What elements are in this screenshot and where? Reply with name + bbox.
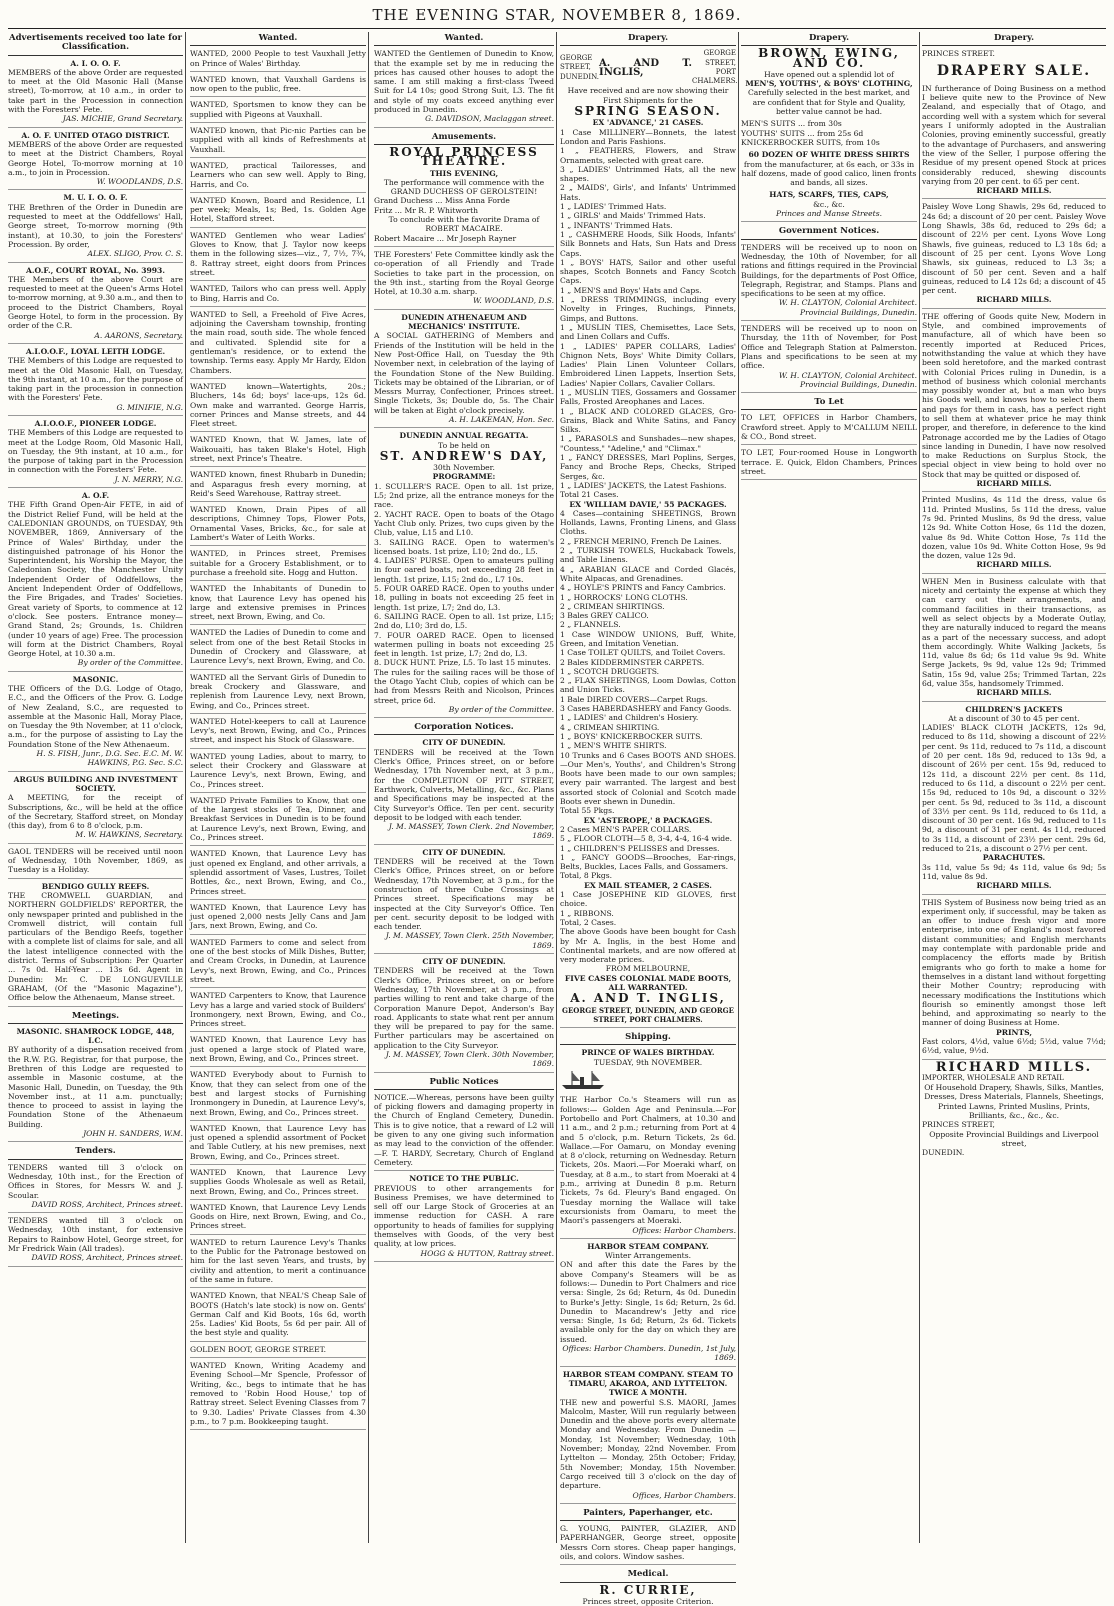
classified-ad: A.I.O.O.F., LOYAL LEITH LODGE. THE Members of this Lodge are requested to meet at the Old Masonic Hall, on Tuesday, the 9th instant, at 10 a.m., for the purpose of taking part in the procession in connection with the Foresters' Fete. G. MINIFIE, N.G. (8, 347, 183, 416)
wanted-ad: WANTED Carpenters to Know, that Laurence Levy has a large and varied stock of Builders' Ironmongery, next Brown, Ewing, and Co., Princes street. (190, 991, 366, 1032)
regatta-item: 2. YACHT RACE. Open to boats of the Otago Yacht Club only. Prizes, two cups given by the Club, value, L15 and L10. (374, 509, 554, 538)
classified-ad: A.O.F., COURT ROYAL, No. 3993. THE Members of the above Court are requested to meet at the Queen's Arms Hotel to-morrow morning, at 9.30 a.m., and then to proceed to the District Chambers, Royal George Hotel, to form in the procession. By order of the C.R. A. AARONS, Secretary. (8, 266, 183, 344)
foresters-ad: THE Foresters' Fete Committee kindly ask the co-operation of all Friendly and Trade Societies to take part in the procession, on the 9th inst., starting from the Royal George Hotel, at 10.30 a.m. sharp. W. WOODLAND, D.S. (374, 250, 554, 310)
suit-line: MEN'S SUITS ... from 30s (741, 119, 842, 129)
wanted-ad: WANTED the Gentlemen of Dunedin to Know, that the example set by me in reducing the prices has caused other houses to adopt the same. I am still making a first-class Tweed Suit for L4 10s; good Strong Suit, L3. The fit and style of my coats exceed anything ever produced in Dunedin. G. DAVIDSON, Maclaggan street. (374, 49, 554, 127)
late-ads-list (8, 59, 183, 1007)
regatta-item: 4. LADIES' PURSE. Open to amateurs pulling in four oared boats, not exceeding 28 feet in length. 1st prize, L15; 2nd do., L7 10s. (374, 556, 554, 584)
goods-line: 1 „ FANCY DRESSES, Marl Poplins, Serges, Fancy and Broche Reps, Checks, Striped Serges, &c. (560, 453, 736, 481)
goods-line: 2 „ CRIMEAN SHIRTINGS. (560, 601, 665, 611)
wanted-ad: GOLDEN BOOT, GEORGE STREET. (190, 1345, 366, 1358)
meetings-header: Meetings. (8, 1010, 183, 1024)
wanted-ad: WANTED Known, that NEAL'S Cheap Sale of BOOTS (Hatch's late stock) is now on. Gents' German Calf and Kid Boots, 16s 6d, worth 25s. Ladies' Kid Boots, 5s 6d per pair. All of the best style and quality. (190, 1291, 366, 1341)
column-3 (374, 32, 554, 1543)
sale-text: IN furtherance of Doing Business on a method I believe quite new to the Province of New Zealand, and especially that of Otago, and according well with a system which for several years I uniformly adopted in the Australian Colonies, proving eminently successful, greatly to the advantage of Purchasers, and answering the view of the Seller, I purpose offering the Residue of my present opened Stock at prices considerably reduced, shewing discounts varying from 20 per cent. to 65 per cent. RICHARD MILLS. (922, 84, 1106, 200)
goods-line: 4 „ ARABIAN GLACE and Corded Glacés, White Alpacas, and Grenadines. (560, 564, 736, 583)
goods-line: 1 „ BOYS' HATS, Sailor and other useful shapes, Scotch Bonnets and Fancy Scotch Caps. (560, 257, 736, 286)
inglis-ad: GEORGE STREET, DUNEDIN. A. AND T. INGLIS, GEORGE STREET, PORT CHALMERS. Have received and are now showing their First Shipments for the SPRING SEASON. EX 'ADVANCE,' 21 CASES. 1 Case MILLINERY—Bonnets, the latest London and Paris Fashions. 1 „ FEATHERS, Flowers, and Straw Ornaments, selected with great care. 3 „ LADIES' Untrimmed Hats, all the new shapes. 2 „ MAIDS', Girls', and Infants' Untrimmed Hats. 1 „ LADIES' Trimmed Hats. 1 „ GIRLS' and Maids' Trimmed Hats. 1 „ INFANTS' Trimmed Hats. 1 „ CASHMERE Hoods, Silk Hoods, Infants' Silk Bonnets and Hats, Sun Hats and Dress Caps. 1 „ BOYS' HATS, Sailor and other useful shapes, Scotch Bonnets and Fancy Scotch Caps. 1 „ MEN'S and Boys' Hats and Caps. 1 „ DRESS TRIMMINGS, including every Novelty in Fringes, Ruchings, Pinnets, Gimps, and Buttons. 1 „ MUSLIN TIES, Chemisettes, Lace Sets, and Linen Collars and Cuffs. 1 „ LADIES' PAPER COLLARS, Ladies' Chignon Nets, Boys' White Dimity Collars, Ladies' Plain Linen Volunteer Collars, Embroidered Linen Lappets, Insertion Sets, Ladies' Napier Collars, Cavalier Collars. 1 „ MUSLIN TIES, Gossamers and Gossamer Falls, Frosted Areophanes and Laces. 1 „ BLACK AND COLORED GLACES, Gro-Grains, Black and White Satins, and Fancy Silks. 1 „ PARASOLS and Sunshades—new shapes, "Countess," "Adeline," and "Climax." 1 „ FANCY DRESSES, Marl Poplins, Serges, Fancy and Broche Reps, Checks, Striped Serges, &c. 1 „ LADIES' JACKETS, the Latest Fashions. Total 21 Cases. EX 'WILLIAM DAVIE,' 55 PACKAGES. 4 Cases—containing SHEETINGS, Brown Hollands, Lawns, Fronting Linens, and Glass Cloths. 2 „ FRENCH MERINO, French De Laines. 2 „ TURKISH TOWELS, Huckaback Towels, and Table Linens. 4 „ ARABIAN GLACE and Corded Glacés, White Alpacas, and Grenadines. 4 „ HOYLE'S PRINTS and Fancy Cambrics. 1 „ HORROCKS' LONG CLOTHS. 2 „ CRIMEAN SHIRTINGS. 3 Bales GREY CALICO. 2 „ FLANNELS. 1 Case WINDOW UNIONS, Buff, White, Green, and Imitation Venetian. 1 Case TOILET QUILTS, and Toilet Covers. 2 Bales KIDDERMINSTER CARPETS. 1 „ SCOTCH DRUGGETS. 2 „ FLAX SHEETINGS, Loom Dowlas, Cotton and Union Ticks. 1 Bale DIRED COVERS—Carpet Rugs. 3 Cases HABERDASHERY and Fancy Goods. 1 „ LADIES' and Children's Hosiery. 4 „ CRIMEAN SHIRTING. 1 „ BOYS' KNICKERBOCKER SUITS. 1 „ MEN'S WHITE SHIRTS. 10 Trunks and 6 Cases BOOTS AND SHOES.—Our Men's, Youths', and Children's Strong Boots have been made to our own samples; every pair warranted. The largest and best assorted stock of Colonial and Scotch made Boots ever shewn in Dunedin. Total 55 Pkgs. EX 'ASTEROPE,' 8 PACKAGES. 2 Cases MEN'S PAPER COLLARS. 5 „ FLOOR CLOTH—5 8, 3-4, 4-4, 16-4 wide. 1 „ CHILDREN'S PELISSES and Dresses. 1 „ FANCY GOODS—Brooches, Ear-rings, Belts, Buckles, Laces Falls, and Gossamers. Total, 8 Pkgs. EX MAIL STEAMER, 2 CASES. 1 Case JOSEPHINE KID GLOVES, first choice. 1 „ RIBBONS. Total, 2 Cases. The above Goods have been bought for Cash by Mr A. Inglis, in the best Home and Continental markets, and are now offered at very moderate prices. FROM MELBOURNE, FIVE CASES COLONIAL MADE BOOTS, ALL WARRANTED. A. AND T. INGLIS, GEORGE STREET, DUNEDIN, AND GEORGE STREET, PORT CHALMERS. (560, 49, 736, 1028)
tenders-list (8, 1163, 183, 1267)
regatta-item: 5. FOUR OARED RACE. Open to youths under 18, pulling in boats not exceeding 25 feet in length. 1st prize, L7; 2nd do, L3. (374, 584, 554, 612)
wanted-ad: WANTED, 2000 People to test Vauxhall Jetty on Prince of Wales' Birthday. (190, 49, 366, 72)
regatta-item: 8. DUCK HUNT. Prize, L5. To last 15 minutes. (374, 658, 551, 668)
theatre-ad: ROYAL PRINCESS THEATRE. THIS EVENING, The performance will commence with the GRAND DUCHESS OF GEROLSTEIN! Grand Duchess ... Miss Anna Forde Fritz ... Mr R. P. Whitworth To conclude with the favorite Drama of ROBERT MACAIRE. Robert Macaire ... Mr Joseph Rayner (374, 148, 554, 247)
goods-line: 1 „ SCOTCH DRUGGETS. (560, 666, 660, 676)
regatta-item: 1. SCULLER'S RACE. Open to all. 1st prize, L5; 2nd prize, all the entrance moneys for the race. (374, 481, 554, 510)
goods-line: 1 Bale DIRED COVERS—Carpet Rugs. (560, 694, 708, 704)
classified-ad: A. O.F. THE Fifth Grand Open-Air FETE, in aid of the District Relief Fund, will be held at the CALEDONIAN GROUNDS, on TUESDAY, 9th NOVEMBER, 1869, Anniversary of the Prince of Wales' Birthday, under the distinguished patronage of his Honor the Superintendent, his Worship the Mayor, the Caledonian Society, the Manchester Unity Independent Order of Oddfellows, the Ancient Independent Order of Oddfellows, the Fire Brigades, and Trades' Societies. Great variety of Sports, to commence at 12 o'clock. See posters. Entrance money—Grand Stand, 2s; Grounds, 1s. Children (under 10 years of age) Free. The procession will form at the District Chambers, Royal George Hotel, at 10.30 a.m. By order of the Committee. (8, 491, 183, 672)
goods-line: 1 „ LADIES' PAPER COLLARS, Ladies' Chignon Nets, Boys' White Dimity Collars, Ladies' Plain Linen Volunteer Collars, Embroidered Linen Lappets, Insertion Sets, Ladies' Napier Collars, Cavalier Collars. (560, 341, 736, 388)
drapery-sale-title: DRAPERY SALE. (936, 62, 1092, 79)
goods-line: 2 „ TURKISH TOWELS, Huckaback Towels, and Table Linens. (560, 546, 736, 565)
goods-line: 1 „ LADIES' Trimmed Hats. (560, 202, 667, 212)
classified-ad: GAOL TENDERS will be received until noon of Wednesday, 10th November, 1869, as Tuesday is a Holiday. (8, 847, 183, 879)
wanted-ad: WANTED Private Families to Know, that one of the largest stocks of Tea, Dinner, and Breakfast Services in Dunedin is to be found at Laurence Levy's, next Brown, Ewing, and Co., Princes street. (190, 796, 366, 846)
tender-ad: TENDERS wanted till 3 o'clock on Wednesday, 10th inst., for the Erection of Offices in Stores, for Messrs W. and J. Scoular. DAVID ROSS, Architect, Princes street. (8, 1163, 183, 1213)
goods-line: 4 Cases—containing SHEETINGS, Brown Hollands, Lawns, Fronting Linens, and Glass Cloths. (560, 508, 736, 537)
wanted-ads-list (190, 49, 366, 1430)
classified-ad: BENDIGO GULLY REEFS. THE CROMWELL GUARDIAN, and NORTHERN GOLDFIELDS' REPORTER, the only newspaper printed and published in the Cromwell district, will contain full particulars of the Bendigo Reefs, together with a complete list of claims for sale, and all the latest intelligence connected with the district. Terms of Subscription: Per Quarter ... 7s 0d. Half-Year ... 13s 6d. Agent in Dunedin: Mr. C. DE LONGUEVILLE GRAHAM, (Of the "Masonic Magazine"), Office below the Athenaeum, Manse street. (8, 882, 183, 1007)
offering-text: THE offering of Goods quite New, Modern in Style, and combined improvements of manufacture, all of which have been so recently imported at Reduced Prices, notwithstanding the value at which they have been sold heretofore, and the marked contrast with Colonial Prices ruling in Dunedin, is a method of business which colonial merchants may possibly wonder at, but a man who buys his Goods well, and knows how to select them and pays for them in cash, has a perfect right to sell them at whatever price he may think proper, and therefore, in deference to the kind Patronage accorded me by the Ladies of Otago since landing in Dunedin, I have now resolved to make Reductions on Surplus Stock, the special object in view being to hold over no Stock that may be quitted or disposed of. RICHARD MILLS. (922, 312, 1106, 493)
goods-line: 1 „ BLACK AND COLORED GLACES, Gro-Grains, Black and White Satins, and Fancy Silks. (560, 406, 736, 435)
william-davie-list (560, 509, 736, 807)
when-text: WHEN Men in Business calculate with that nicety and certainty the expense at which they can carry out their arrangements, and command facilities in their transactions, as well as select objects by a Moderate Outlay, they are naturally induced to regard the means as a part of the necessary success, and adopt them accordingly. White Walking Jackets, 5s 11d, value 8s 6d; 6s 11d value 9s 9d. White Serge Jackets, 9s 9d, value 12s 9d; Trimmed Satin, 15s 9d, value 25s; Trimmed Tartan, 22s 6d, value 35s, handsomely Trimmed. RICHARD MILLS. (922, 577, 1106, 702)
goods-line: 1 „ PARASOLS and Sunshades—new shapes, "Countess," "Adeline," and "Climax." (560, 434, 736, 453)
goods-line: 1 „ MUSLIN TIES, Gossamers and Gossamer Falls, Frosted Areophanes and Laces. (560, 387, 736, 407)
richard-mills-street: PRINCES STREET, (922, 1120, 995, 1130)
goods-line: 1 „ INFANTS' Trimmed Hats. (560, 220, 673, 230)
currie-address: Princes street, opposite Criterion. (582, 1596, 714, 1606)
wanted-ad: WANTED Known, that Laurence Levy has just opened a large stock of Plated ware, next Brown, Ewing, and Co., Princes street. (190, 1035, 366, 1067)
goods-line: 1 „ MEN'S WHITE SHIRTS. (560, 741, 667, 751)
goods-line: 2 „ FLAX SHEETINGS, Loom Dowlas, Cotton and Union Ticks. (560, 676, 736, 695)
goods-line: 1 „ BOYS' KNICKERBOCKER SUITS. (560, 731, 703, 741)
shipping-header: Shipping. (560, 1031, 736, 1045)
city-notice: CITY OF DUNEDIN. TENDERS will be received at the Town Clerk's Office, Princes street, on or before Wednesday, 17th November, at 3 p.m., from parties willing to rent and take charge of the Corporation Manure Depot, Anderson's Bay road. Applicants to state what rent per annum they will be prepared to pay for the same. Further particulars may be ascertained on application to the City Surveyor. J. M. MASSEY, Town Clerk. 30th November, 1869. (374, 957, 554, 1073)
goods-line: 2 „ MAIDS', Girls', and Infants' Untrimmed Hats. (560, 183, 736, 202)
richard-mills-desc: Of Household Drapery, Shawls, Silks, Mantles, Dresses, Dress Materials, Flannels, Sheetings, Printed Lawns, Printed Muslins, Prints, Brilliants, &c., &c., &c. (924, 1083, 1104, 1121)
wanted-ad: WANTED known, finest Rhubarb in Dunedin; and Asparagus fresh every morning, at Reid's Seed Warehouse, Rattray street. (190, 470, 366, 502)
young-ad: G. YOUNG, PAINTER, GLAZIER, AND PAPERHANGER, George street, opposite Messrs Corn stores. Cheap paper hangings, oils, and colors. Window sashes. (560, 1524, 736, 1565)
public-header: Public Notices (374, 1076, 554, 1090)
wanted-ad: WANTED Farmers to come and select from one of the best stocks of Milk Dishes, Butter, and Cream Crocks, in Dunedin, at Laurence Levy's, next Brown, Ewing, and Co., Princes street. (190, 938, 366, 988)
government-notice: TENDERS will be received up to noon on Thursday, the 11th of November, for Post Office and Telegraph Station at Palmerston. Plans and specifications to be seen at my office. W. H. CLAYTON, Colonial Architect. Provincial Buildings, Dunedin. (741, 324, 917, 393)
wanted-ad: WANTED known, that Vauxhall Gardens is now open to the public, free. (190, 75, 366, 98)
suit-line: KNICKERBOCKER SUITS, from 10s (741, 137, 880, 147)
wanted-ad: WANTED Known, that Laurence Levy supplies Goods Wholesale as well as Retail, next Brown, Ewing, and Co., Princes street. (190, 1168, 366, 1200)
masthead-rule (8, 28, 1106, 29)
classified-ad: A.I.O.O.F., PIONEER LODGE. THE Members of this Lodge are requested to meet at the Lodge Room, Old Masonic Hall, on Tuesday, the 9th instant, at 10 a.m., for the purpose of taking part in the Procession in connection with the Foresters' Fete. J. N. MERRY, N.G. (8, 419, 183, 488)
column-4 (560, 32, 738, 1606)
athenaeum-ad: DUNEDIN ATHENAEUM AND MECHANICS' INSTITUTE. A SOCIAL GATHERING of Members and Friends of the Institution will be held in the New Post-Office Hall, on Tuesday the 9th November next, in celebration of the laying of the Foundation Stone of the New Building. Tickets may be obtained of the Librarian, or of Messrs Murray, Confectioner, Princes street. Single Tickets, 3s; Double do, 5s. The Chair will be taken at Eight o'clock precisely. A. H. LAKEMAN, Hon. Sec. (374, 313, 554, 429)
jackets-text: CHILDREN'S JACKETS At a discount of 30 to 45 per cent. LADIES' BLACK CLOTH JACKETS, 12s 9d, reduced to 8s 11d, showing a discount of 22½ per cent. 9s 11d, reduced to 7s 11d, a discount of 20 per cent. 18s 9d, reduced to 13s 9d, a discount of 26½ per cent. 15s 9d, reduced to 12s 11d, a discount 22½ per cent. 8s 11d, reduced to 6s 11d, a discount o 22½ per cent. 15s 9d, reduced to 10s 9d, a discount o 32½ per cent. 5s 9d, reduced to 3s 11d, a discount of 33½ per cent. 9s 11d, reduced to 6s 11d, a discount of 30 per cent. 16s 9d, reduced to 11s 9d, a discount of 31 per cent. 4s 11d, reduced to 3s 11d, a discount of 23½ per cent. 29s 6d, reduced to 21s, a discount o 27½ per cent. PARACHUTES. 3s 11d, value 5s 9d; 4s 11d, value 6s 9d; 5s 11d, value 8s 9d. RICHARD MILLS. (922, 705, 1106, 895)
to-let-header: To Let (741, 396, 917, 410)
goods-line: 1 Case TOILET QUILTS, and Toilet Covers. (560, 648, 726, 658)
goods-line: 1 „ GIRLS' and Maids' Trimmed Hats. (560, 211, 706, 221)
regatta-item: 6. SAILING RACE. Open to all. 1st prize, L15; 2nd do, L10; 3rd do, L5. (374, 611, 554, 631)
city-notice: CITY OF DUNEDIN. TENDERS will be received at the Town Clerk's Office, Princes street, on or before Wednesday, 17th November next, at 3 p.m., for the COMPLETION OF PITT STREET, Earthwork, Culverts, Metalling, &c., &c. Plans and Specifications may be inspected at the City Surveyor's Office. Ten per cent. security deposit to be lodged with each tender. J. M. MASSEY, Town Clerk. 2nd November, 1869. (374, 738, 554, 844)
city-notice: CITY OF DUNEDIN. TENDERS will be received at the Town Clerk's Office, Princes street, on or before Wednesday, 17th November, at 3 p.m., for the construction of three Cube Crossings at Princes street. Specifications may be inspected at the City Surveyor's Office. Ten per cent. security deposit to be lodged with each tender. J. M. MASSEY, Town Clerk. 25th November, 1869. (374, 848, 554, 954)
goods-line: 2 „ FRENCH MERINO, French De Laines. (560, 536, 722, 546)
goods-line: 1 Case WINDOW UNIONS, Buff, White, Green, and Imitation Venetian. (560, 629, 736, 648)
currie-name: R. CURRIE, (599, 1582, 697, 1597)
suits-list (741, 119, 917, 147)
goods-line: 1 „ FEATHERS, Flowers, and Straw Ornaments, selected with great care. (560, 146, 736, 165)
brown-ewing-ad: BROWN, EWING, AND CO. Have opened out a splendid lot of MEN'S, YOUTHS', & BOYS' CLOTHING, Carefully selected in the best market, and are confident that for Style and Quality, better value cannot be had. MEN'S SUITS ... from 30s YOUTHS' SUITS ... from 25s 6d KNICKERBOCKER SUITS, from 10s 60 DOZEN OF WHITE DRESS SHIRTS from the manufacturer, at 6s each, or 33s in half dozens, made of good calico, linen fronts and bands, all sizes. HATS, SCARFS, TIES, CAPS, &c., &c. Princes and Manse Streets. (741, 49, 917, 222)
classified-ad: M. U. I. O. O. F. THE Brethren of the Order in Dunedin are requested to meet at the Oddfellows' Hall, George street, To-morrow morning (9th instant), at 10.30, to join the Foresters' Procession. By order, ALEX. SLIGO, Prov. C. S. (8, 193, 183, 262)
goods-line: 1 „ CHILDREN'S PELISSES and Dresses. (560, 843, 720, 853)
wanted-ad: WANTED known, that Pic-nic Parties can be supplied with all kinds of Refreshments at Vauxhall. (190, 126, 366, 158)
goods-line: 1 „ MEN'S and Boys' Hats and Caps. (560, 285, 702, 295)
amusements-header: Amusements. (374, 131, 554, 145)
column-header: Wanted. (190, 32, 366, 46)
goods-line: 1 Case JOSEPHINE KID GLOVES, first choice. (560, 890, 736, 909)
wanted-ad: WANTED, Sportsmen to know they can be supplied with Pigeons at Vauxhall. (190, 100, 366, 123)
steamship-icon (560, 1069, 608, 1091)
regatta-programme (374, 482, 554, 668)
goods-line: 4 „ CRIMEAN SHIRTING. (560, 722, 660, 732)
column-header: Drapery. (560, 32, 736, 46)
wanted-ad: WANTED the Inhabitants of Dunedin to know, that Laurence Levy has opened his large and extensive premises in Princes street, next Brown, Ewing, and Co. (190, 584, 366, 625)
column-header: Advertisements received too late for Classification. (8, 32, 183, 56)
suit-line: YOUTHS' SUITS ... from 25s 6d (741, 128, 864, 138)
regatta-item: 7. FOUR OARED RACE. Open to licensed watermen pulling in boats not exceeding 25 feet in length. 1st prize, L7; 2nd do, L3. (374, 630, 554, 659)
column-header: Drapery. (922, 32, 1106, 46)
wanted-ad: WANTED Known, Board and Residence, L1 per week; Meals, 1s; Bed, 1s. Golden Age Hotel, Stafford street. (190, 196, 366, 228)
shawls-text: Paisley Wove Long Shawls, 29s 6d, reduced to 24s 6d; a discount of 20 per cent. Paisley Wove Long Shawls, 38s 6d, reduced to 29s 6d; a discount of 22½ per cent. Lyons Wove Long Shawls, five guineas, reduced to L3 18s 6d; a discount of 25 per cent. Lyons Wove Long Shawls, six guineas, reduced to L3 3s; a discount of 50 per cent. Seven and a half guineas, reduced to L4 12s 6d; a discount of 45 per cent. RICHARD MILLS. (922, 202, 1106, 308)
city-notices (374, 738, 554, 1072)
richard-mills-role: IMPORTER, WHOLESALE AND RETAIL (922, 1073, 1064, 1082)
wanted-ad: WANTED Known, that W. James, late of Waikouaiti, has taken Blake's Hotel, High street, next Prince's Theatre. (190, 435, 366, 467)
system-text: THIS System of Business now being tried as an experiment only, if successful, may be taken as an offer to induce fresh vigor and more enterprise, into one of England's most favored distant communities; and English merchants may contemplate with pardonable pride and complacency the efforts made by British emigrants who go forth to make a home for themselves in a distant land without forgetting their Mother Country; reproducing with necessary modifications the Institutions which flourish so eminently amongst those left behind, and approximating so nearly to the manner of doing Business at Home. PRINTS, Fast colors, 4½d, value 6½d; 5½d, value 7½d; 6½d, value, 9½d. (922, 898, 1106, 1060)
wanted-ad: WANTED Everybody about to Furnish to Know, that they can select from one of the best and largest stocks of Furnishing Ironmongery in Dunedin, at Laurence Levy's, next Brown, Ewing, and Co., Princes street. (190, 1070, 366, 1120)
richard-mills-name: RICHARD MILLS. (935, 1059, 1093, 1075)
princes-street: PRINCES STREET. (922, 49, 995, 59)
medical-header: Medical. (560, 1568, 736, 1582)
goods-line: 1 „ RIBBONS. (560, 908, 614, 918)
goods-line: 5 „ FLOOR CLOTH—5 8, 3-4, 4-4, 16-4 wide. (560, 834, 733, 844)
column-2 (190, 32, 366, 1543)
painters-header: Painters, Paperhanger, etc. (560, 1507, 736, 1521)
masthead: THE EVENING STAR, NOVEMBER 8, 1869. (372, 6, 742, 24)
wanted-ad: WANTED Known, Drain Pipes of all descriptions, Chimney Tops, Flower Pots, Ornamental Vases, Bricks, &c., for sale at Lambert's Water of Leith Works. (190, 505, 366, 546)
to-let-list (741, 413, 917, 480)
wanted-ad: WANTED Known, that Laurence Levy has just opened 2,000 nests Jelly Cans and Jam Jars, next Brown, Ewing, and Co. (190, 903, 366, 935)
public-notice: NOTICE.—Whereas, persons have been guilty of picking flowers and damaging property in the Church of England Cemetery, Dunedin. This is to give notice, that a reward of L2 will be given to any one giving such information as may lead to the conviction of the offender.—F. T. HARDY, Secretary, Church of England Cemetery. (374, 1093, 554, 1171)
classified-ad: MASONIC. THE Officers of the D.G. Lodge of Otago, E.C., and the Officers of the Prov. G. Lodge of New Zealand, S.C., are requested to assemble at the Masonic Hall, Moray Place, on Tuesday the 9th November, at 11 o'clock, a.m., for the purpose of assisting to Lay the Foundation Stone of the New Athenaeum. H. S. FISH, Junr., D.G. Sec. E.C. M. W. HAWKINS, P.G. Sec. S.C. (8, 675, 183, 772)
regatta-ad: DUNEDIN ANNUAL REGATTA. To be held on ST. ANDREW'S DAY, 30th November. PROGRAMME: 1. SCULLER'S RACE. Open to all. 1st prize, L5; 2nd prize, all the entrance moneys for the race. 2. YACHT RACE. Open to boats of the Otago Yacht Club only. Prizes, two cups given by the Club, value, L15 and L10. 3. SAILING RACE. Open to watermen's licensed boats. 1st prize, L10; 2nd do., L5. 4. LADIES' PURSE. Open to amateurs pulling in four oared boats, not exceeding 28 feet in length. 1st prize, L15; 2nd do., L7 10s. 5. FOUR OARED RACE. Open to youths under 18, pulling in boats not exceeding 25 feet in length. 1st prize, L7; 2nd do, L3. 6. SAILING RACE. Open to all. 1st prize, L15; 2nd do, L10; 3rd do, L5. 7. FOUR OARED RACE. Open to licensed watermen pulling in boats not exceeding 25 feet in length. 1st prize, L7; 2nd do, L3. 8. DUCK HUNT. Prize, L5. To last 15 minutes. The rules for the sailing races will be those of the Otago Yacht Club, copies of which can be had from Messrs Reith and Nicolson, Princes street, price 6d. By order of the Committee. (374, 431, 554, 718)
advance-list (560, 128, 736, 491)
regatta-item: 3. SAILING RACE. Open to watermen's licensed boats. 1st prize, L10; 2nd do., L5. (374, 537, 554, 556)
classified-ad: A. O. F. UNITED OTAGO DISTRICT. MEMBERS of the above Order are requested to meet at the District Chambers, Royal George Hotel, To-morrow morning at 10 a.m., to join in Procession. W. WOODLANDS, D.S. (8, 131, 183, 191)
tenders-header: Tenders. (8, 1145, 183, 1159)
goods-line: 1 Case MILLINERY—Bonnets, the latest London and Paris Fashions. (560, 127, 736, 146)
goods-line: 4 „ HOYLE'S PRINTS and Fancy Cambrics. (560, 583, 726, 593)
wanted-ad: WANTED, in Princes street, Premises suitable for a Grocery Establishment, or to purchase a freehold site. Hogg and Hutton. (190, 549, 366, 581)
to-let-ad: TO LET, OFFICES in Harbor Chambers, Crawford street. Apply to M'CALLUM NEILL & CO., Bond street. (741, 413, 917, 445)
column-header: Drapery. (741, 32, 917, 46)
public-notice: NOTICE TO THE PUBLIC. PREVIOUS to other arrangements for Business Premises, we have determined to sell off our Large Stock of Groceries at an immense reduction for CASH. A rare opportunity to heads of families for supplying themselves with Goods, of the very best quality, at low prices. HOGG & HUTTON, Rattray street. (374, 1174, 554, 1262)
goods-line: 3 Cases HABERDASHERY and Fancy Goods. (560, 704, 732, 714)
harbor-winter-ad: HARBOR STEAM COMPANY. Winter Arrangements. ON and after this date the Fares by the above Company's Steamers will be as follows:— Dunedin to Port Chalmers and rice versa: Single, 2s 6d; Return, 4s 0d. Dunedin to Burke's Jetty: Single, 1s 6d; Return, 2s 6d. Dunedin to Macandrew's Jetty and rice versa: Single, 1s 6d; Return, 2s 6d. Tickets available only for the day on which they are issued. Offices: Harbor Chambers. Dunedin, 1st July, 1869. (560, 1242, 736, 1367)
wanted-ad: WANTED known—Watertights, 20s.; Bluchers, 14s 6d; boys' lace-ups, 12s 6d. Own make and warranted. George Harris, corner Princes and Manse streets, and 44 Fleet street. (190, 382, 366, 432)
wanted-ad: WANTED the Ladies of Dunedin to come and select from one of the best Retail Stocks in Dunedin of Crockery and Glassware, at Laurence Levy's, next Brown, Ewing, and Co. (190, 628, 366, 669)
to-let-ad: TO LET, Four-roomed House in Longworth terrace. E. Quick, Eldon Chambers, Princes street. (741, 448, 917, 480)
goods-line: 1 „ LADIES' and Children's Hosiery. (560, 713, 699, 723)
wanted-ad: WANTED Known, Writing Academy and Evening School—Mr Spencle, Professor of Writing, &c., begs to intimate that he has removed to 'Robin Hood House,' top of Rattray street. Select Evening Classes from 7 to 9.30. Ladies' Private Classes from 4.30 p.m., to 7 p.m. Bookkeeping taught. (190, 1361, 366, 1430)
goods-line: 2 Cases MEN'S PAPER COLLARS. (560, 824, 692, 834)
muslins-text: Printed Muslins, 4s 11d the dress, value 6s 11d. Printed Muslins, 5s 11d the dress, value 7s 9d. Printed Muslins, 8s 9d the dress, value 12s 9d. White Cotton Hose, 6s 11d the dozen, value 8s 9d. White Cotton Hose, 7s 11d the dozen, value 10s 9d. White Cotton Hose, 9s 9d the dozen, value 12s 9d. RICHARD MILLS. (922, 495, 1106, 573)
richard-mills-city: DUNEDIN. (922, 1148, 965, 1158)
goods-line: 3 Bales GREY CALICO. (560, 611, 649, 621)
harbor-timaru-ad: HARBOR STEAM COMPANY. STEAM TO TIMARU, AKAROA, AND LYTTELTON. TWICE A MONTH. THE new and powerful S.S. MAORI, James Malcolm, Master, Will run regularly between Dunedin and the above ports every alternate Monday and Wednesday. From Dunedin — Monday, 1st November; Wednesday, 10th November; Monday, 22nd November. From Lyttelton — Monday, 25th October; Friday, 5th November; Monday, 15th November. Cargo received till 3 o'clock on the day of departure. Offices, Harbor Chambers. (560, 1370, 736, 1504)
wanted-ad: WANTED Hotel-keepers to call at Laurence Levy's, next Brown, Ewing, and Co., Princes street, and inspect his Stock of Glassware. (190, 717, 366, 749)
goods-line: 1 „ DRESS TRIMMINGS, including every Novelty in Fringes, Ruchings, Pinnets, Gimps, and Buttons. (560, 295, 736, 323)
government-notices (741, 243, 917, 393)
goods-line: 3 „ LADIES' Untrimmed Hats, all the new shapes. (560, 164, 736, 184)
richard-mills-opp: Opposite Provincial Buildings and Liverpool street, (929, 1129, 1099, 1148)
asterope-list (560, 825, 736, 871)
goods-line: 1 „ CASHMERE Hoods, Silk Hoods, Infants' Silk Bonnets and Hats, Sun Hats and Dress Caps. (560, 229, 736, 258)
column-header: Wanted. (374, 32, 554, 46)
wanted-ad: WANTED all the Servant Girls of Dunedin to break Crockery and Glassware, and replenish from Laurence Levy, next Brown, Ewing, and Co., Princes street. (190, 673, 366, 714)
goods-line: 1 „ MUSLIN TIES, Chemisettes, Lace Sets, and Linen Collars and Cuffs. (560, 322, 736, 342)
wanted-ad: WANTED, Tailors who can press well. Apply to Bing, Harris and Co. (190, 284, 366, 307)
wanted-ad: WANTED Known, that Laurence Levy Lends Goods on Hire, next Brown, Ewing, and Co., Princes street. (190, 1203, 366, 1235)
wanted-ad: WANTED to Sell, a Freehold of Five Acres, adjoining the Caversham township, fronting the main road, south side. The whole fenced and cultivated. Splendid site for a gentleman's residence, or to extend the township. Terms easy. Apply Mr Hardy, Eldon Chambers. (190, 310, 366, 379)
government-header: Government Notices. (741, 225, 917, 239)
government-notice: TENDERS will be received up to noon on Wednesday, the 10th of November, for all rations and fittings required in the Provincial Buildings, for the departments of Post Office, Telegraph, Registrar, and Stamps. Plans and specifications to be seen at my office. W. H. CLAYTON, Colonial Architect. Provincial Buildings, Dunedin. (741, 243, 917, 321)
mail-steamer-list (560, 890, 736, 918)
prince-of-wales-ad: PRINCE OF WALES BIRTHDAY. TUESDAY, 9th NOVEMBER. THE Harbor Co.'s Steamers will run as follows:— Golden Age and Peninsula.—For Portobello and Port Chalmers, at 10.30 and 11 a.m., and 2 p.m.; returning from Port at 4 and 5 o'clock, p.m. Return Tickets, 2s 6d. Wallace.—For Oamaru, on Monday evening at 8 o'clock, returning on Wednesday. Return Tickets, 20s. Maori.—For Moeraki wharf, on Tuesday, at 8 a.m., to start from Moeraki at 4 p.m., arriving at Dunedin 8 p.m. Return Tickets, 7s 6d. Fleury's Band engaged. On Tuesday morning the Wallace will take excursionists from Oamaru, to meet the Maori's passengers at Moeraki. Offices: Harbor Chambers. (560, 1048, 736, 1238)
classified-ad: A. I. O. O. F. MEMBERS of the above Order are requested to meet at the Old Masonic Hall (Manse street), To-morrow, at 10 a.m., in order to take part in the Procession in connection with the Foresters' Fete. JAS. MICHIE, Grand Secretary. (8, 59, 183, 128)
wanted-ad: WANTED to return Laurence Levy's Thanks to the Public for the Patronage bestowed on him for the last seven Years, and trusts, by civility and attention, to merit a continuance of the same in future. (190, 1238, 366, 1288)
wanted-ad: WANTED Known, that Laurence Levy has just opened a splendid assortment of Pocket and Table Cutlery, at his new premises, next Brown, Ewing, and Co., Princes street. (190, 1124, 366, 1165)
public-notices (374, 1093, 554, 1262)
wanted-ad: WANTED Known, that Laurence Levy has just opened ex England, and other arrivals, a splendid assortment of Vases, Lustres, Toilet Bottles, &c., next Brown, Ewing, and Co., Princes street. (190, 849, 366, 899)
goods-line: 2 „ FLANNELS. (560, 620, 621, 630)
meeting-ad: MASONIC. SHAMROCK LODGE, 448, I.C. BY authority of a dispensation received from the R.W. P.G. Registrar, for that purpose, the Brethren of this Lodge are requested to assemble in Masonic costume, at the Masonic Hall, Dunedin, on Tuesday, the 9th November inst., at 11 a.m. punctually; thence to proceed to assist in laying the Foundation Stone of the Athenaeum Building. JOHN H. SANDERS, W.M. (8, 1027, 183, 1143)
wanted-ad: WANTED young Ladies, about to marry, to select their Crockery and Glassware at Laurence Levy's, next Brown, Ewing, and Co., Princes street. (190, 752, 366, 793)
wanted-ad: WANTED, practical Tailoresses, and Learners who can sew well. Apply to Bing, Harris, and Co. (190, 161, 366, 193)
corporation-header: Corporation Notices. (374, 721, 554, 735)
column-6 (922, 32, 1106, 1543)
classified-ad: ARGUS BUILDING AND INVESTMENT SOCIETY. A MEETING, for the receipt of Subscriptions, &c., will be held at the office of the Secretary, Stafford street, on Monday (this day), from 6 to 8 o'clock, p.m. M. W. HAWKINS, Secretary. (8, 775, 183, 844)
goods-line: 1 „ LADIES' JACKETS, the Latest Fashions. (560, 480, 727, 490)
column-1 (8, 32, 183, 1543)
goods-line: 2 Bales KIDDERMINSTER CARPETS. (560, 657, 705, 667)
tender-ad: TENDERS wanted till 3 o'clock on Wednesday, 10th instant, for extensive Repairs to Rainbow Hotel, George street, for Mr Fredrick Wain (All trades). DAVID ROSS, Architect, Princes street. (8, 1216, 183, 1266)
goods-line: 10 Trunks and 6 Cases BOOTS AND SHOES.—Our Men's, Youths', and Children's Strong Boots have been made to our own samples; every pair warranted. The largest and best assorted stock of Colonial and Scotch made Boots ever shewn in Dunedin. (560, 750, 736, 807)
column-5 (741, 32, 917, 1543)
goods-line: 1 „ FANCY GOODS—Brooches, Ear-rings, Belts, Buckles, Laces Falls, and Gossamers. (560, 852, 736, 872)
goods-line: 1 „ HORROCKS' LONG CLOTHS. (560, 592, 688, 602)
wanted-ad: WANTED Gentlemen who wear Ladies' Gloves to Know, that J. Taylor now keeps them in the following sizes—viz., 7, 7½, 7¾, 8. Rattray street, eight doors from Princes street. (190, 231, 366, 281)
